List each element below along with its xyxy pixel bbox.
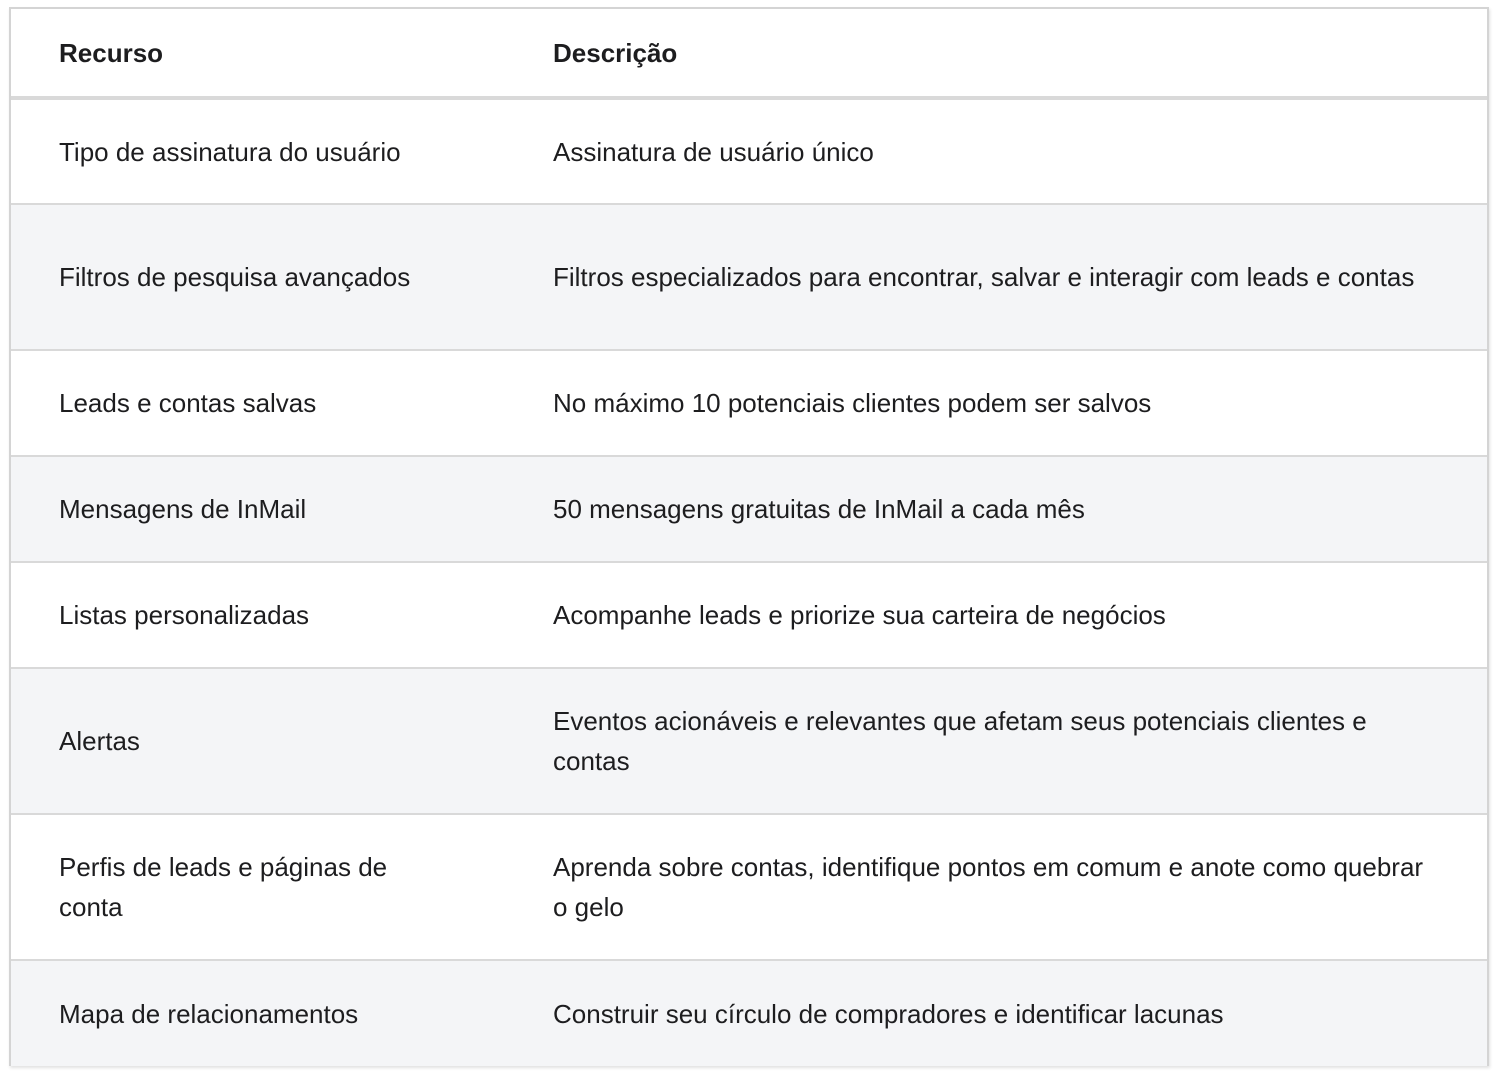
description-cell: Filtros especializados para encontrar, salvar e interagir com leads e contas — [505, 204, 1487, 350]
feature-cell: Alertas — [11, 668, 505, 814]
feature-cell: Leads e contas salvas — [11, 350, 505, 456]
description-cell: 50 mensagens gratuitas de InMail a cada mês — [505, 456, 1487, 562]
feature-cell: Perfis de leads e páginas de conta — [11, 814, 505, 960]
description-cell: Assinatura de usuário único — [505, 98, 1487, 204]
features-table-container — [9, 7, 1489, 1066]
table-header — [11, 9, 1487, 98]
table-row — [11, 350, 1487, 456]
feature-cell: Listas personalizadas — [11, 562, 505, 668]
feature-cell: Mapa de relacionamentos — [11, 960, 505, 1066]
column-header-description: Descrição — [505, 9, 1487, 98]
table-row — [11, 204, 1487, 350]
table-row — [11, 98, 1487, 204]
table-body — [11, 98, 1487, 1066]
table-row — [11, 562, 1487, 668]
feature-cell: Mensagens de InMail — [11, 456, 505, 562]
feature-cell: Tipo de assinatura do usuário — [11, 98, 505, 204]
features-table — [11, 9, 1487, 1066]
description-cell: Aprenda sobre contas, identifique pontos em comum e anote como quebrar o gelo — [505, 814, 1487, 960]
description-cell: Construir seu círculo de compradores e identificar lacunas — [505, 960, 1487, 1066]
table-row — [11, 668, 1487, 814]
table-row — [11, 814, 1487, 960]
header-row — [11, 9, 1487, 98]
table-row — [11, 960, 1487, 1066]
column-header-feature: Recurso — [11, 9, 505, 98]
description-cell: Eventos acionáveis e relevantes que afetam seus potenciais clientes e contas — [505, 668, 1487, 814]
table-row — [11, 456, 1487, 562]
description-cell: No máximo 10 potenciais clientes podem ser salvos — [505, 350, 1487, 456]
feature-cell: Filtros de pesquisa avançados — [11, 204, 505, 350]
description-cell: Acompanhe leads e priorize sua carteira de negócios — [505, 562, 1487, 668]
